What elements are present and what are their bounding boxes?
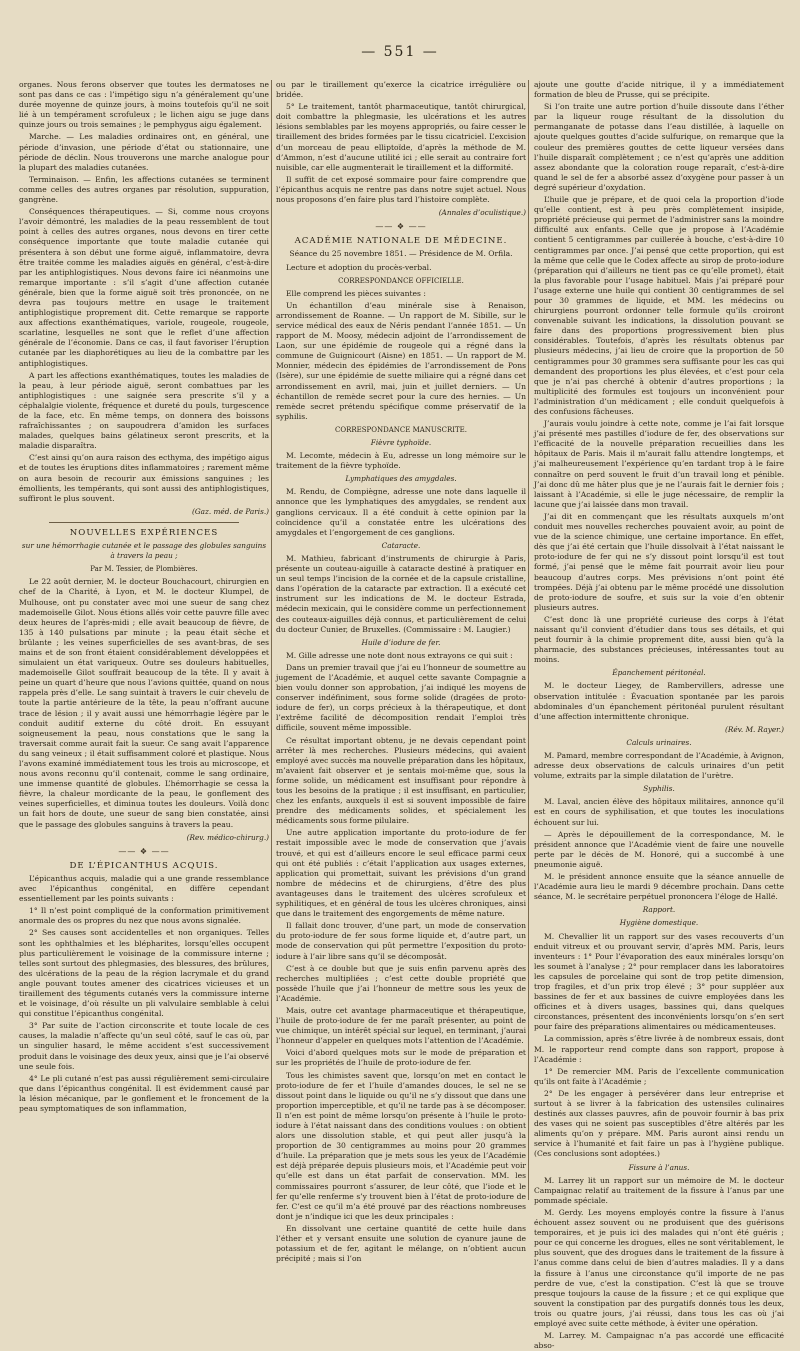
paragraph: Lecture et adoption du procès-verbal. bbox=[286, 262, 432, 272]
subsection-heading: CORRESPONDANCE MANUSCRITE. bbox=[334, 425, 468, 434]
paragraph: J’aurais voulu joindre à cette note, comme je l’ai fait lorsque j’ai présenté mes pastilles d’iodure de fer, des observations sur l’efficacité de la nouvelle préparation recueillies dans les hôpitaux de Paris. Mais il m’aurait fallu attendre longtemps, et j’ai malheureusement l’expérience qu’en tardant trop à le faire connaître on perd souvent le fruit d’un travail long et pénible. J’ai donc dû me hâter plus que je ne l’aurais fait le dernier fois ; laissant à l’Académie, si elle le juge nécessaire, de remplir la lacune que j’ai laissée dans mon travail. bbox=[534, 419, 784, 509]
source-citation: (Annales d’oculistique.) bbox=[438, 208, 526, 218]
paragraph: M. Lecomte, médecin à Eu, adresse un long mémoire sur le traitement de la fièvre typhoïde. bbox=[276, 451, 526, 471]
divider bbox=[49, 522, 239, 523]
paragraph: Mais, outre cet avantage pharmaceutique et thérapeutique, l’huile de proto-iodure de fer me paraît présenter, au point de vue chimique, un intérêt spécial sur lequel, en terminant, j’aurai l’honneur d’appeler en quelques mots l’attention de l’Académie. bbox=[276, 1005, 526, 1046]
paragraph: Elle comprend les pièces suivantes : bbox=[286, 288, 426, 298]
subsection-heading: CORRESPONDANCE OFFICIELLE. bbox=[338, 276, 464, 285]
section-author: Par M. Tessier, de Plombières. bbox=[90, 565, 198, 574]
paragraph: M. Gerdy. Les moyens employés contre la fissure à l’anus échouent assez souvent ou ne produisent que des guérisons temporaires, et je puis ici des malades qui n’ont été guéris ; pour ce qui concerne les drogues, elles ne sont véritablement, le plus souvent, que des drogues dans le traitement de la fissure à l’anus comme dans celui de bien d’autres maladies. Il y a dans la fissure à l’anus une circonstance qu’il importe de ne pas perdre de vue, c’est la constipation. C’est là que se trouve presque toujours la cause de la fissure ; et ce qui explique que souvent la constipation par des purgatifs donnés tous les deux, trois ou quatre jours, j’ai réussi, dans tous les cas où j’ai employé avec suite cette méthode, à éviter une opération. bbox=[534, 1207, 784, 1328]
column-1 bbox=[19, 80, 269, 1200]
paragraph: C’est ainsi qu’on aura raison des ecthyma, des impétigo aigus et de toutes les éruptions dites inflammatoires ; rarement même on aura besoin de recourir aux émissions sanguines ; les émollients, les tempérants, qui sont aussi des antiphlogistiques, suffiront le plus souvent. bbox=[19, 453, 269, 503]
topic-heading: Fissure à l’anus. bbox=[628, 1162, 690, 1172]
topic-heading: Syphilis. bbox=[643, 784, 675, 794]
topic-heading: Épanchement péritonéal. bbox=[612, 668, 706, 678]
paragraph: Terminaison. — Enfin, les affections cutanées se terminent comme celles des autres organes par résolution, suppuration, gangrène. bbox=[19, 174, 269, 205]
paragraph: M. Chevallier lit un rapport sur des vases recouverts d’un enduit vitreux et ou prouvant servir, d’après MM. Paris, leurs inventeurs : 1° Pour l’évaporation des eaux minérales lorsqu’on les soumet à l’analyse ; 2° pour remplacer dans les laboratoires les capsules de porcelaine qui sont de trop petite dimension, trop fragiles, et d’un prix trop élevé ; 3° pour suppléer aux bassines de fer et aux bassines de cuivre employées dans les officines et à divers usages, bassines qui, dans quelques circonstances, présentent des inconvénients lorsqu’on s’en sert pour faire des préparations alimentaires ou médicamenteuses. bbox=[534, 931, 784, 1032]
topic-heading: Cataracte. bbox=[381, 540, 421, 550]
paragraph: Ce résultat important obtenu, je ne devais cependant point arrêter là mes recherches. Plusieurs médecins, qui avaient employé avec succès ma nouvelle préparation dans les hôpitaux, m’avaient fait observer et je sentais moi-même que, sous la forme solide, un médicament est insuffisant pour répondre à tous les besoins de la pratique ; il est insuffisant, en particulier, chez les enfants, auxquels il est si souvent impossible de faire prendre des médicaments solides, et spécialement les médicaments sous forme pilulaire. bbox=[276, 735, 526, 826]
topic-heading: Huile d’iodure de fer. bbox=[361, 637, 441, 647]
column-2 bbox=[276, 80, 526, 1264]
section-title: ACADÉMIE NATIONALE DE MÉDECINE. bbox=[294, 236, 508, 247]
source-citation: (Gaz. méd. de Paris.) bbox=[191, 506, 269, 516]
page-number: — 551 — bbox=[361, 44, 439, 60]
paragraph: Il fallait donc trouver, d’une part, un mode de conservation du proto-iodure de fer sous forme liquide et, d’autre part, un mode de conservation qui pût permettre l’exposition du proto-iodure à l’air libre sans qu’il se décomposât. bbox=[276, 921, 526, 961]
paragraph: 2° De les engager à persévérer dans leur entreprise et surtout à se livrer à la fabrication des ustensiles culinaires destinés aux classes pauvres, afin de pouvoir fournir à bas prix des vases qui ne soient pas susceptibles d’être altérés par les aliments qu’on y prépare. MM. Paris auront ainsi rendu un service à l’humanité et fait faire un pas à l’hygiène publique. (Ces conclusions sont adoptées.) bbox=[534, 1088, 784, 1159]
column-rule bbox=[528, 80, 529, 1200]
paragraph: Un échantillon d’eau minérale sise à Renaison, arrondissement de Roanne. — Un rapport de M. Sibille, sur le service médical des eaux de Néris pendant l’année 1851. — Un rapport de M. Moosy, médecin adjoint de l’arrondissement de Laon, sur une épidémie de rougeole qui a régné dans la commune de Guignicourt (Aisne) en 1851. — Un rapport de M. Monnier, médecin des épidémies de l’arrondissement de Pons (Isère), sur une épidémie de suette miliaire qui a régné dans cet arrondissement en avril, mai, juin et juillet derniers. — Un échantillon de remède secret pour la cure des hernies. — Un remède secret prétendu spécifique comme préservatif de la syphilis. bbox=[276, 300, 526, 421]
paragraph: Le 22 août dernier, M. le docteur Bouchacourt, chirurgien en chef de la Charité, à Lyon, et M. le docteur Klumpel, de Mulhouse, ont pu constater avec moi une sueur de sang chez mademoiselle Gilot. Nous étions allés voir cette pauvre fille avec deux heures de l’après-midi ; elle avait beaucoup de fièvre, de 135 à 140 pulsations par minute ; la peau était sèche et brûlante ; les veines superficielles de ses avant-bras, de ses mains et de son front étaient considérablement développées et simulaient un état variqueux. Outre ses douleurs habituelles, mademoiselle Gilot souffrait beaucoup de la tête. Il y avait à peine un quart d’heure que nous l’avions quittée, quand on nous rappela près d’elle. Le sang suintait à travers le cuir chevelu de toute la partie antérieure de la tête, la peau n’offrant aucune trace de lésion ; il y avait aussi une hémorrhagie légère par le conduit auditif externe du côté droit. En essuyant soigneusement la peau, nous constations que le sang la traversait comme aurait fait la sueur. Ce sang avait l’apparence du sang veineux ; il était suffisamment coloré et plastique. Nous l’avons examiné immédiatement tous les trois au microscope, et nous avons reconnu qu’il contenait, comme le sang ordinaire, une immense quantité de globules. L’hémorrhagie se cessa la fièvre, la chaleur mordicante de la peau, le gonflement des veines superficielles, et diminua toutes les douleurs. Voilà donc un fait hors de doute, une sueur de sang bien constatée, ainsi que le passage des globules sanguins à travers la peau. bbox=[19, 577, 269, 829]
paragraph: J’ai dit en commençant que les résultats auxquels m’ont conduit mes nouvelles recherches pouvaient avoir, au point de vue de la science chimique, une certaine importance. En effet, dès que j’ai été certain que l’huile dissolvait à l’état naissant le proto-iodure de fer qui ne s’y dissout point lorsqu’il est tout formé, j’ai pensé que le même fait pourrait avoir lieu pour beaucoup d’autres corps. Mes prévisions n’ont point été trompées. Déjà j’ai obtenu par le même procédé une dissolution de proto-iodure de soufre, et suis sur la voie d’en obtenir plusieurs autres. bbox=[534, 511, 784, 612]
paragraph: L’épicanthus acquis, maladie qui a une grande ressemblance avec l’épicanthus congénital, en diffère cependant essentiellement par les points suivants : bbox=[19, 873, 269, 904]
paragraph: ajoute une goutte d’acide nitrique, il y a immédiatement formation de bleu de Prusse, qui se précipite. bbox=[534, 80, 784, 100]
paragraph: L’huile que je prépare, et de quoi cela la proportion d’iode qu’elle contient, est à peu près complètement insipide, propriété précieuse qui permet de l’administrer sans la moindre difficulté aux enfants. Celle que je propose à l’Académie contient 5 centigrammes par cuillerée à bouche, c’est-à-dire 10 centigrammes par once. J’ai pensé que cette proportion, qui est la même que celle que le Codex affecte au sirop de proto-iodure (préparation qui d’ailleurs ne tient pas ce qu’elle promet), était la plus favorable pour l’usage habituel. Mais j’ai préparé pour l’usage externe une huile qui contient 30 centigrammes de sel pour 30 grammes de liquide, et MM. les médecins ou chirurgiens pourront ordonner telle formule qu’ils croiront convenable suivant les indications, la dissolution pouvant se faire dans des proportions progressivement bien plus considérables. Toutefois, d’après les résultats obtenus par plusieurs médecins, j’ai lieu de croire que la proportion de 50 centigrammes pour 30 grammes sera suffisante pour les cas qui demandent des proportions les plus élevées, et c’est pour cela que je n’ai pas cherché à obtenir d’autres proportions ; la multiplicité des formules est toujours un inconvénient pour l’administration d’un médicament ; elle conduit quelquefois à des confusions fâcheuses. bbox=[534, 195, 784, 416]
paragraph: 2° Ses causes sont accidentelles et non organiques. Telles sont les ophthalmies et les blépharites, lorsqu’elles occupent plus particulièrement le voisinage de la commissure interne ; telles sont surtout des phlegmasies, des blessures, des brûlures, des ulcérations de la peau de la région lacrymale et du grand angle pouvant toutes amener des cicatrices vicieuses et un tiraillement des téguments cutanés vers la commissure interne et le voisinage, d’où résulte un pli valvulaire semblable à celui qui constitue l’épicanthus congénital. bbox=[19, 928, 269, 1019]
paragraph: M. Gille adresse une note dont nous extrayons ce qui suit : bbox=[286, 650, 513, 660]
paragraph: Une autre application importante du proto-iodure de fer restait impossible avec le mode de conservation que j’avais trouvé, et qui est d’ailleurs encore le seul efficace parmi ceux qui ont été publiés : c’était l’application aux usages externes, application qui promettait, suivant les prévisions d’un grand nombre de médecins et de chirurgiens, d’être des plus avantageuses dans le traitement des ulcères scrofuleux et syphilitiques, et en général de tous les ulcères chroniques, ainsi que dans le traitement des engorgements de même nature. bbox=[276, 828, 526, 919]
paragraph: Voici d’abord quelques mots sur le mode de préparation et sur les propriétés de l’huile de proto-iodure de fer. bbox=[276, 1048, 526, 1068]
paragraph: 5° Le traitement, tantôt pharmaceutique, tantôt chirurgical, doit combattre la phlegmasie, les ulcérations et les autres lésions semblables par les moyens appropriés, ou faire cesser le tiraillement des brides formées par le tissu cicatriciel. L’excision d’un morceau de peau elliptoïde, d’après la méthode de M. d’Ammon, n’est d’aucune utilité ici ; elle serait au contraire fort nuisible, car elle augmenterait le tiraillement et la difformité. bbox=[276, 102, 526, 172]
paragraph: M. Larrey lit un rapport sur un mémoire de M. le docteur Campaignac relatif au traitement de la fissure à l’anus par une pommade spéciale. bbox=[534, 1175, 784, 1205]
column-3 bbox=[534, 80, 784, 1351]
section-title: DE L’ÉPICANTHUS ACQUIS. bbox=[69, 860, 219, 871]
topic-heading: Hygiène domestique. bbox=[619, 918, 699, 928]
paragraph: 1° Il n’est point compliqué de la conformation primitivement anormale des os propres du nez que nous avons signalée. bbox=[19, 906, 269, 926]
paragraph: M. Rendu, de Compiègne, adresse une note dans laquelle il annonce que les lymphatiques des amygdales, se rendent aux ganglions cervicaux. Il a été conduit à cette opinion par la coïncidence qu’il a constatée entre les ulcérations des amygdales et l’engorgement de ces ganglions. bbox=[276, 487, 526, 537]
paragraph: Tous les chimistes savent que, lorsqu’on met en contact le proto-iodure de fer et l’huile d’amandes douces, le sel ne se dissout point dans le liquide ou qu’il ne s’y dissout que dans une proportion imperceptible, et qu’il ne tarde pas à se décomposer. Il n’en est point de même lorsqu’on présente à l’huile le proto-iodure à l’état naissant dans des conditions voulues : on obtient alors une dissolution stable, et qui peut aller jusqu’à la proportion de 30 centigrammes au moins pour 20 grammes d’huile. La préparation que je mets sous les yeux de l’Académie est déjà préparée depuis plusieurs mois, et l’Académie peut voir qu’elle est dans un état parfait de conservation. MM. les commissaires pourront s’assurer, de leur côté, que l’iode et le fer qu’elle renferme s’y trouvent bien à l’état de proto-iodure de fer. C’est ce qu’il m’a été prouvé par des réactions nombreuses dont je n’indique ici que les deux principales : bbox=[276, 1070, 526, 1221]
paragraph: M. Larrey. M. Campaignac n’a pas accordé une efficacité abso- bbox=[534, 1331, 784, 1351]
topic-heading: Lymphatiques des amygdales. bbox=[345, 474, 457, 484]
paragraph: Il suffit de cet exposé sommaire pour faire comprendre que l’épicanthus acquis ne rentre pas dans notre sujet actuel. Nous nous proposons d’en faire plus tard l’histoire complète. bbox=[276, 174, 526, 205]
source-citation: (Rev. médico-chirurg.) bbox=[186, 832, 269, 842]
paragraph: Dans un premier travail que j’ai eu l’honneur de soumettre au jugement de l’Académie, et auquel cette savante Compagnie a bien voulu donner son approbation, j’ai indiqué les moyens de conserver indéfiniment, sous forme solide (dragées de proto-iodure de fer), un corps précieux à la thérapeutique, et dont l’extrême facilité de décomposition rendait l’emploi très difficile, souvent même impossible. bbox=[276, 662, 526, 733]
topic-heading: Fièvre typhoïde. bbox=[370, 438, 432, 447]
session-line: Séance du 25 novembre 1851. — Présidence de M. Orfila. bbox=[289, 249, 513, 259]
section-title: NOUVELLES EXPÉRIENCES bbox=[69, 527, 219, 538]
ornament-divider: —— ❖ —— bbox=[118, 846, 170, 856]
paragraph: organes. Nous ferons observer que toutes les dermatoses ne sont pas dans ce cas : l’impétigo sigu n’a généralement qu’une durée moyenne de quinze jours, à moins toutefois qu’il ne soit lié à un tempérament scrofuleux ; le lichen aigu se juge dans quinze jours ou trois semaines ; le pemphygus aigu également. bbox=[19, 80, 269, 130]
topic-heading: Rapport. bbox=[642, 905, 676, 915]
paragraph: Conséquences thérapeutiques. — Si, comme nous croyons l’avoir démontré, les maladies de la peau ressemblent de tout point à celles des autres organes, nous devons en tirer cette conséquence importante que toute maladie cutanée qui présentera à son début une forme aiguë, inflammatoire, devra être traitée comme les maladies aiguës en général, c’est-à-dire par les antiphlogistiques. Nous devons faire ici néanmoins une remarque importante : s’il s’agit d’une affection cutanée générale, bien que la forme aiguë soit très prononcée, on ne devra pas toujours mettre en usage le traitement antiphlogistique proprement dit. Cette remarque se rapporte aux affections exanthématiques, variole, rougeole, rougeole, scarlatine, lesquelles ne sont que le reflet d’une affection générale de l’économie. Dans ce cas, il faut favoriser l’éruption cutanée par les diaphorétiques au lieu de la combattre par les antiphlogistiques. bbox=[19, 207, 269, 368]
paragraph: M. Pamard, membre correspondant de l’Académie, à Avignon, adresse deux observations de calculs urinaires d’un petit volume, extraits par la simple dilatation de l’urètre. bbox=[534, 751, 784, 781]
paragraph: C’est à ce double but que je suis enfin parvenu après des recherches multipliées ; c’est cette double propriété que possède l’huile que j’ai l’honneur de mettre sous les yeux de l’Académie. bbox=[276, 963, 526, 1003]
paragraph: M. Laval, ancien élève des hôpitaux militaires, annonce qu’il est en cours de syphilisation, et que toutes les inoculations échouent sur lui. bbox=[534, 797, 784, 827]
paragraph: M. Mathieu, fabricant d’instruments de chirurgie à Paris, présente un couteau-aiguille à cataracte destiné à pratiquer en un seul temps l’incision de la cornée et de la capsule cristalline, dans l’opération de la cataracte par extraction. Il a exécuté cet instrument sur les indications de M. le docteur Estrada, médecin mexicain, qui le considère comme un perfectionnement des couteaux-aiguilles déjà connus, et particulièrement de celui du docteur Cunier, de Bruxelles. (Commissaire : M. Laugier.) bbox=[276, 553, 526, 634]
column-rule bbox=[271, 80, 272, 1200]
paragraph: M. le président annonce ensuite que la séance annuelle de l’Académie aura lieu le mardi 9 décembre prochain. Dans cette séance, M. le secrétaire perpétuel prononcera l’éloge de Hallé. bbox=[534, 872, 784, 902]
paragraph: — Après le dépouillement de la correspondance, M. le président annonce que l’Académie vient de faire une nouvelle perte par le décès de M. Honoré, qui a succombé à une pneumonie aiguë. bbox=[534, 829, 784, 869]
ornament-divider: —— ❖ —— bbox=[375, 222, 427, 232]
source-citation: (Rév. M. Rayer.) bbox=[725, 724, 784, 734]
paragraph: M. le docteur Liegey, de Rambervillers, adresse une observation intitulée : Évacuation spontanée par les parois abdominales d’un épanchement péritonéal purulent résultant d’une affection intermittente chronique. bbox=[534, 681, 784, 721]
paragraph: C’est donc là une propriété curieuse des corps à l’état naissant qu’il convient d’étudier dans tous ses détails, et qui peut fournir à la chimie proprement dite, aussi bien qu’à la pharmacie, des substances précieuses, intéressantes tout au moins. bbox=[534, 614, 784, 665]
paragraph: Si l’on traite une autre portion d’huile dissoute dans l’éther par la liqueur rouge résultant de la dissolution du permanganate de potasse dans l’eau distillée, à laquelle on ajoute quelques gouttes d’acide sulfurique, on remarque que la couleur des premières gouttes de cette liqueur versées dans l’huile disparaît complètement ; ce n’est qu’après une addition assez abondante que la coloration rouge reparaît, c’est-à-dire quand le sel de fer a absorbé assez d’oxygène pour passer à un degré supérieur d’oxydation. bbox=[534, 102, 784, 192]
paragraph: ou par le tiraillement qu’exerce la cicatrice irrégulière ou bridée. bbox=[276, 80, 526, 100]
paragraph: A part les affections exanthématiques, toutes les maladies de la peau, à leur période aiguë, seront combattues par les antiphlogistiques : une saignée sera prescrite s’il y a céphalalgie violente, fréquence et dureté du pouls, turgescence de la face, etc. En même temps, on donnera des boissons rafraîchissantes ; on saupoudrera d’amidon les surfaces malades, quelques bains gélatineux seront prescrits, et la maladie disparaîtra. bbox=[19, 370, 269, 451]
section-subtitle: sur une hémorrhagie cutanée et le passage des globules sanguins à travers la peau ; bbox=[21, 541, 267, 561]
paragraph: La commission, après s’être livrée à de nombreux essais, dont M. le rapporteur rend compte dans son rapport, propose à l’Académie : bbox=[534, 1034, 784, 1064]
paragraph: Marche. — Les maladies ordinaires ont, en général, une période d’invasion, une période d’état ou stationnaire, une période de déclin. Nous trouverons une marche analogue pour la plupart des maladies cutanées. bbox=[19, 132, 269, 172]
paragraph: 1° De remercier MM. Paris de l’excellente communication qu’ils ont faite à l’Académie ; bbox=[534, 1066, 784, 1086]
paragraph: En dissolvant une certaine quantité de cette huile dans l’éther et y versant ensuite une solution de cyanure jaune de potassium et de fer, agitant le mélange, on n’obtient aucun précipité ; mais si l’on bbox=[276, 1223, 526, 1264]
paragraph: 4° Le pli cutané n’est pas aussi régulièrement semi-circulaire que dans l’épicanthus congénital. Il est évidemment causé par la lésion mécanique, par le gonflement et le froncement de la peau symptomatiques de son inflammation, bbox=[19, 1073, 269, 1113]
topic-heading: Calculs urinaires. bbox=[626, 737, 692, 747]
paragraph: 3° Par suite de l’action circonscrite et toute locale de ces causes, la maladie n’affecte qu’un seul côté, sauf le cas où, par un singulier hasard, le même accident s’est successivement produit dans le voisinage des deux yeux, ainsi que je l’ai observé une seule fois. bbox=[19, 1021, 269, 1071]
